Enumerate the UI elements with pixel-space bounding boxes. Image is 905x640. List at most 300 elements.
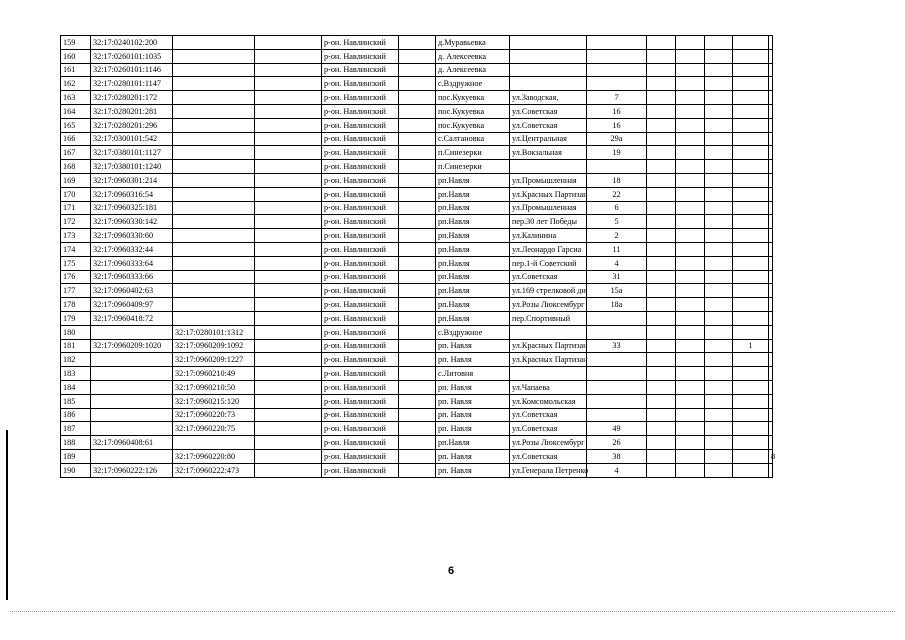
blank-cell <box>399 408 436 422</box>
blank-cell <box>255 49 322 63</box>
blank-cell <box>399 201 436 215</box>
settlement-cell: рп. Навля <box>436 339 510 353</box>
edge-cell <box>769 118 773 132</box>
extra-cell <box>733 242 769 256</box>
extra-cell <box>676 325 705 339</box>
cadastral-number-2-cell: 32:17:0280101:1312 <box>173 325 255 339</box>
extra-cell <box>647 187 676 201</box>
blank-cell <box>255 270 322 284</box>
house-number-cell: 7 <box>587 91 647 105</box>
table-row <box>61 380 773 394</box>
settlement-cell: д. Алексеевка <box>436 49 510 63</box>
extra-cell <box>705 104 733 118</box>
extra-cell <box>705 394 733 408</box>
blank-cell <box>399 104 436 118</box>
extra-cell <box>676 353 705 367</box>
row-number-cell: 161 <box>61 63 91 77</box>
settlement-cell: с.Вздружное <box>436 325 510 339</box>
street-cell <box>510 160 587 174</box>
extra-cell <box>676 118 705 132</box>
settlement-cell: рп.Навля <box>436 256 510 270</box>
extra-cell <box>733 270 769 284</box>
blank-cell <box>399 353 436 367</box>
table-row <box>61 325 773 339</box>
cadastral-number-cell: 32:17:0260101:1035 <box>91 49 173 63</box>
blank-cell <box>399 298 436 312</box>
cadastral-number-2-cell: 32:17:0960222:473 <box>173 463 255 477</box>
row-number-cell: 159 <box>61 36 91 50</box>
blank-cell <box>255 339 322 353</box>
extra-cell <box>705 298 733 312</box>
blank-cell <box>399 463 436 477</box>
blank-cell <box>255 284 322 298</box>
extra-cell <box>733 63 769 77</box>
blank-cell <box>399 256 436 270</box>
blank-cell <box>399 118 436 132</box>
extra-cell <box>647 339 676 353</box>
extra-cell <box>676 215 705 229</box>
street-cell: пер.1-й Советский <box>510 256 587 270</box>
house-number-cell <box>587 367 647 381</box>
street-cell <box>510 367 587 381</box>
extra-cell <box>733 77 769 91</box>
street-cell: ул.Советская <box>510 449 587 463</box>
extra-cell <box>705 380 733 394</box>
blank-cell <box>255 63 322 77</box>
cadastral-number-2-cell <box>173 49 255 63</box>
cadastral-number-2-cell <box>173 229 255 243</box>
street-cell: ул.Советская <box>510 422 587 436</box>
extra-cell <box>733 408 769 422</box>
extra-cell <box>733 104 769 118</box>
extra-cell <box>676 408 705 422</box>
blank-cell <box>255 201 322 215</box>
extra-cell <box>647 463 676 477</box>
cadastral-number-2-cell <box>173 77 255 91</box>
row-number-cell: 176 <box>61 270 91 284</box>
blank-cell <box>255 187 322 201</box>
district-cell: р-он. Навлинский <box>322 284 399 298</box>
extra-cell <box>647 449 676 463</box>
edge-cell <box>769 284 773 298</box>
row-number-cell: 160 <box>61 49 91 63</box>
cadastral-number-cell: 32:17:0380101:1240 <box>91 160 173 174</box>
cadastral-number-cell: 32:17:0960330:142 <box>91 215 173 229</box>
table-row <box>61 449 773 463</box>
table-row <box>61 422 773 436</box>
blank-cell <box>399 187 436 201</box>
settlement-cell: рп. Навля <box>436 422 510 436</box>
extra-cell <box>647 201 676 215</box>
blank-cell <box>255 91 322 105</box>
house-number-cell: 2 <box>587 229 647 243</box>
district-cell: р-он. Навлинский <box>322 449 399 463</box>
cadastral-number-cell <box>91 367 173 381</box>
cadastral-number-cell: 32:17:0960408:61 <box>91 436 173 450</box>
row-number-cell: 174 <box>61 242 91 256</box>
blank-cell <box>399 77 436 91</box>
house-number-cell: 4 <box>587 463 647 477</box>
cadastral-number-2-cell <box>173 104 255 118</box>
district-cell: р-он. Навлинский <box>322 353 399 367</box>
extra-cell <box>705 77 733 91</box>
cadastral-number-2-cell: 32:17:0960220:80 <box>173 449 255 463</box>
district-cell: р-он. Навлинский <box>322 36 399 50</box>
blank-cell <box>399 132 436 146</box>
street-cell: ул.Заводская, <box>510 91 587 105</box>
edge-cell <box>769 311 773 325</box>
edge-cell <box>769 173 773 187</box>
cadastral-number-2-cell <box>173 215 255 229</box>
extra-cell <box>647 408 676 422</box>
blank-cell <box>255 118 322 132</box>
cadastral-number-2-cell <box>173 311 255 325</box>
extra-cell <box>647 367 676 381</box>
edge-cell <box>769 146 773 160</box>
extra-cell <box>647 118 676 132</box>
settlement-cell: п.Синезерки <box>436 146 510 160</box>
extra-cell <box>676 394 705 408</box>
street-cell: ул.Калинина <box>510 229 587 243</box>
extra-cell <box>647 325 676 339</box>
table-row <box>61 242 773 256</box>
extra-cell <box>733 49 769 63</box>
table-row <box>61 118 773 132</box>
blank-cell <box>399 436 436 450</box>
extra-cell <box>733 436 769 450</box>
row-number-cell: 179 <box>61 311 91 325</box>
extra-cell <box>733 36 769 50</box>
street-cell <box>510 49 587 63</box>
settlement-cell: рп. Навля <box>436 394 510 408</box>
extra-cell <box>705 132 733 146</box>
extra-cell <box>676 49 705 63</box>
row-number-cell: 175 <box>61 256 91 270</box>
cadastral-number-cell: 32:17:0960330:60 <box>91 229 173 243</box>
extra-cell <box>705 436 733 450</box>
page-number: 6 <box>448 565 455 577</box>
house-number-cell: 29а <box>587 132 647 146</box>
cadastral-number-cell <box>91 422 173 436</box>
extra-cell <box>705 353 733 367</box>
settlement-cell: рп. Навля <box>436 408 510 422</box>
settlement-cell: рп.Навля <box>436 215 510 229</box>
edge-cell <box>769 408 773 422</box>
settlement-cell: рп.Навля <box>436 201 510 215</box>
extra-cell <box>676 367 705 381</box>
row-number-cell: 173 <box>61 229 91 243</box>
row-number-cell: 165 <box>61 118 91 132</box>
district-cell: р-он. Навлинский <box>322 91 399 105</box>
house-number-cell <box>587 160 647 174</box>
cadastral-number-cell: 32:17:0960418:72 <box>91 311 173 325</box>
house-number-cell: 26 <box>587 436 647 450</box>
cadastral-number-2-cell: 32:17:0960220:73 <box>173 408 255 422</box>
edge-cell <box>769 49 773 63</box>
extra-cell <box>705 118 733 132</box>
extra-cell <box>676 270 705 284</box>
edge-cell <box>769 36 773 50</box>
blank-cell <box>399 367 436 381</box>
cadastral-number-2-cell <box>173 132 255 146</box>
cadastral-number-cell: 32:17:0960333:66 <box>91 270 173 284</box>
cadastral-number-cell <box>91 380 173 394</box>
edge-cell <box>769 77 773 91</box>
settlement-cell: рп. Навля <box>436 463 510 477</box>
extra-cell <box>676 36 705 50</box>
extra-cell <box>676 339 705 353</box>
cadastral-number-cell <box>91 325 173 339</box>
table-row <box>61 284 773 298</box>
house-number-cell: 18а <box>587 298 647 312</box>
extra-cell <box>676 422 705 436</box>
district-cell: р-он. Навлинский <box>322 339 399 353</box>
row-number-cell: 190 <box>61 463 91 477</box>
district-cell: р-он. Навлинский <box>322 104 399 118</box>
extra-cell <box>676 256 705 270</box>
row-number-cell: 185 <box>61 394 91 408</box>
extra-cell <box>676 91 705 105</box>
house-number-cell: 11 <box>587 242 647 256</box>
blank-cell <box>255 77 322 91</box>
cadastral-number-cell <box>91 408 173 422</box>
blank-cell <box>399 36 436 50</box>
extra-cell <box>733 160 769 174</box>
table-row <box>61 187 773 201</box>
cadastral-number-cell: 32:17:0280201:281 <box>91 104 173 118</box>
extra-cell <box>705 146 733 160</box>
table-row <box>61 63 773 77</box>
extra-cell <box>705 201 733 215</box>
blank-cell <box>255 229 322 243</box>
extra-cell <box>733 367 769 381</box>
row-number-cell: 181 <box>61 339 91 353</box>
extra-cell <box>647 77 676 91</box>
extra-cell <box>733 380 769 394</box>
street-cell <box>510 36 587 50</box>
district-cell: р-он. Навлинский <box>322 63 399 77</box>
blank-cell <box>255 422 322 436</box>
table-row <box>61 132 773 146</box>
extra-cell <box>647 215 676 229</box>
blank-cell <box>399 173 436 187</box>
street-cell <box>510 63 587 77</box>
street-cell: пер.30 лет Победы <box>510 215 587 229</box>
table-row <box>61 160 773 174</box>
extra-cell <box>676 449 705 463</box>
row-number-cell: 164 <box>61 104 91 118</box>
blank-cell <box>255 311 322 325</box>
blank-cell <box>399 325 436 339</box>
extra-cell <box>676 104 705 118</box>
district-cell: р-он. Навлинский <box>322 380 399 394</box>
blank-cell <box>255 380 322 394</box>
edge-cell <box>769 229 773 243</box>
edge-cell <box>769 367 773 381</box>
table-row <box>61 256 773 270</box>
cadastral-number-cell: 32:17:0960222:126 <box>91 463 173 477</box>
table-row <box>61 104 773 118</box>
blank-cell <box>255 146 322 160</box>
edge-cell <box>769 242 773 256</box>
house-number-cell: 18 <box>587 173 647 187</box>
cadastral-number-2-cell: 32:17:0960215:120 <box>173 394 255 408</box>
street-cell: ул.Красных Партизан <box>510 353 587 367</box>
blank-cell <box>255 367 322 381</box>
row-number-cell: 169 <box>61 173 91 187</box>
extra-cell <box>733 353 769 367</box>
street-cell: ул.Розы Люксембург <box>510 298 587 312</box>
district-cell: р-он. Навлинский <box>322 201 399 215</box>
extra-cell <box>676 284 705 298</box>
table-row <box>61 339 773 353</box>
extra-cell <box>647 436 676 450</box>
row-number-cell: 166 <box>61 132 91 146</box>
extra-cell <box>676 201 705 215</box>
settlement-cell: пос.Кукуевка <box>436 118 510 132</box>
cadastral-number-2-cell: 32:17:0960209:1227 <box>173 353 255 367</box>
cadastral-number-2-cell <box>173 36 255 50</box>
settlement-cell: п.Синезерки <box>436 160 510 174</box>
extra-cell <box>647 394 676 408</box>
district-cell: р-он. Навлинский <box>322 311 399 325</box>
settlement-cell: д. Алексеевка <box>436 63 510 77</box>
district-cell: р-он. Навлинский <box>322 118 399 132</box>
street-cell <box>510 325 587 339</box>
cadastral-number-2-cell <box>173 256 255 270</box>
extra-cell <box>676 463 705 477</box>
extra-cell <box>676 298 705 312</box>
extra-cell <box>705 91 733 105</box>
settlement-cell: пос.Кукуевка <box>436 91 510 105</box>
blank-cell <box>255 325 322 339</box>
extra-cell <box>705 229 733 243</box>
extra-cell <box>647 284 676 298</box>
settlement-cell: рп.Навля <box>436 229 510 243</box>
row-number-cell: 183 <box>61 367 91 381</box>
cadastral-number-2-cell <box>173 298 255 312</box>
row-number-cell: 182 <box>61 353 91 367</box>
cadastral-number-2-cell <box>173 201 255 215</box>
street-cell: ул.Советская <box>510 104 587 118</box>
extra-cell <box>733 298 769 312</box>
cadastral-number-2-cell <box>173 63 255 77</box>
extra-cell <box>733 449 769 463</box>
row-number-cell: 168 <box>61 160 91 174</box>
extra-cell <box>733 229 769 243</box>
edge-cell <box>769 394 773 408</box>
extra-cell <box>676 173 705 187</box>
cadastral-number-cell: 32:17:0300101:542 <box>91 132 173 146</box>
district-cell: р-он. Навлинский <box>322 256 399 270</box>
extra-cell <box>733 325 769 339</box>
blank-cell <box>399 422 436 436</box>
blank-cell <box>255 298 322 312</box>
cadastral-number-cell: 32:17:0280201:296 <box>91 118 173 132</box>
district-cell: р-он. Навлинский <box>322 463 399 477</box>
blank-cell <box>399 394 436 408</box>
extra-cell <box>705 36 733 50</box>
cadastral-number-cell: 32:17:0960316:54 <box>91 187 173 201</box>
blank-cell <box>399 63 436 77</box>
extra-cell <box>676 132 705 146</box>
settlement-cell: рп.Навля <box>436 298 510 312</box>
street-cell: ул.Советская <box>510 118 587 132</box>
settlement-cell: рп.Навля <box>436 284 510 298</box>
extra-cell <box>705 463 733 477</box>
street-cell: ул.Чапаева <box>510 380 587 394</box>
edge-cell <box>769 325 773 339</box>
street-cell: пер.Спортивный <box>510 311 587 325</box>
street-cell: ул.Леонардо Гарсиа <box>510 242 587 256</box>
extra-cell <box>733 187 769 201</box>
district-cell: р-он. Навлинский <box>322 215 399 229</box>
street-cell: ул.169 стрелковой ди <box>510 284 587 298</box>
edge-cell <box>769 298 773 312</box>
extra-cell <box>705 311 733 325</box>
table-row <box>61 463 773 477</box>
edge-cell <box>769 187 773 201</box>
edge-cell <box>769 422 773 436</box>
blank-cell <box>255 394 322 408</box>
edge-cell <box>769 215 773 229</box>
blank-cell <box>255 132 322 146</box>
district-cell: р-он. Навлинский <box>322 187 399 201</box>
house-number-cell: 6 <box>587 201 647 215</box>
table-row <box>61 201 773 215</box>
edge-cell <box>769 63 773 77</box>
extra-cell <box>647 160 676 174</box>
house-number-cell: 4 <box>587 256 647 270</box>
extra-cell <box>676 63 705 77</box>
extra-cell <box>676 160 705 174</box>
edge-cell <box>769 104 773 118</box>
district-cell: р-он. Навлинский <box>322 146 399 160</box>
cadastral-number-cell: 32:17:0960325:181 <box>91 201 173 215</box>
settlement-cell: рп.Навля <box>436 242 510 256</box>
house-number-cell <box>587 77 647 91</box>
row-number-cell: 167 <box>61 146 91 160</box>
row-number-cell: 162 <box>61 77 91 91</box>
cadastral-number-cell <box>91 449 173 463</box>
cadastral-number-cell <box>91 394 173 408</box>
edge-cell <box>769 201 773 215</box>
street-cell: ул.Советская <box>510 270 587 284</box>
extra-cell <box>733 256 769 270</box>
extra-cell <box>705 256 733 270</box>
blank-cell <box>399 215 436 229</box>
edge-cell <box>769 436 773 450</box>
cadastral-number-2-cell <box>173 173 255 187</box>
street-cell: ул.Красных Партизан <box>510 187 587 201</box>
house-number-cell: 38 <box>587 449 647 463</box>
extra-cell: 1 <box>733 339 769 353</box>
house-number-cell <box>587 394 647 408</box>
house-number-cell: 5 <box>587 215 647 229</box>
edge-cell <box>769 339 773 353</box>
extra-cell <box>647 242 676 256</box>
blank-cell <box>255 36 322 50</box>
edge-cell <box>769 91 773 105</box>
house-number-cell <box>587 380 647 394</box>
extra-cell <box>676 242 705 256</box>
street-cell: ул.Промышленная <box>510 173 587 187</box>
extra-cell <box>647 132 676 146</box>
registry-body <box>61 36 776 478</box>
blank-cell <box>255 242 322 256</box>
table-row <box>61 77 773 91</box>
extra-cell <box>647 256 676 270</box>
